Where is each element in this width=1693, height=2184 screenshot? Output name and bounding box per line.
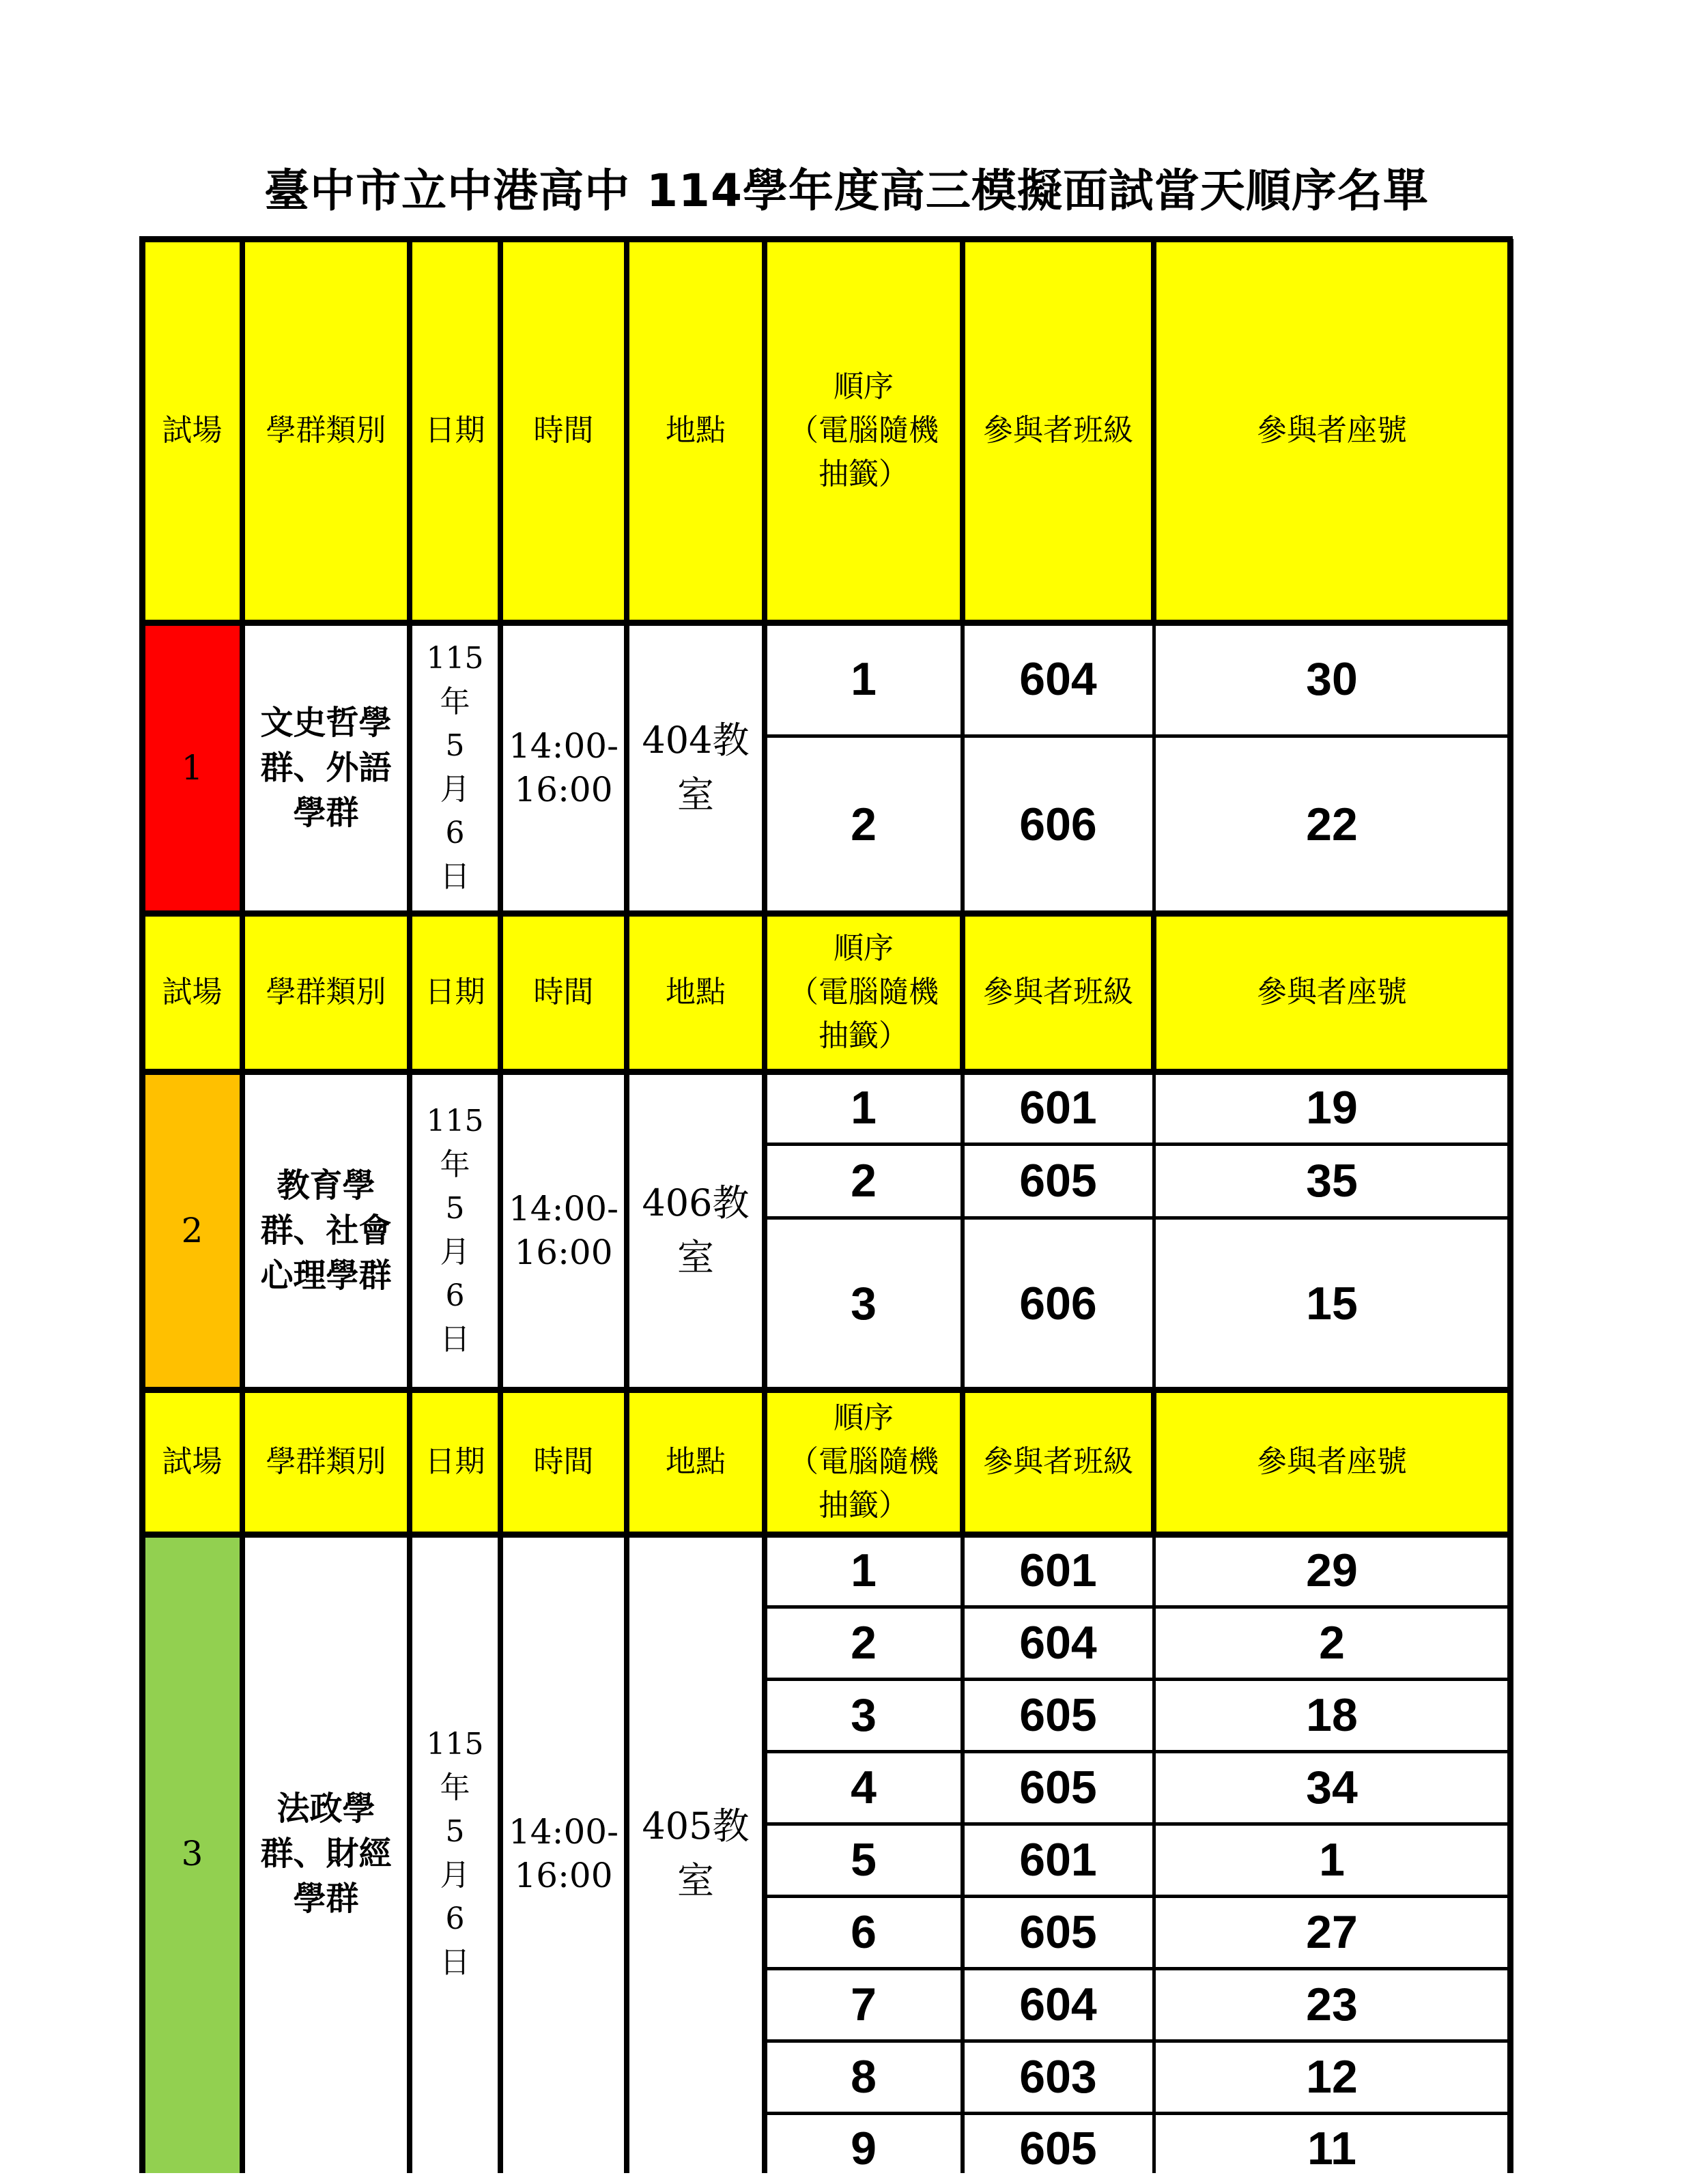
time-range: 14:00- <box>509 1812 618 1852</box>
class-number: 601 <box>1019 1834 1097 1886</box>
header-order <box>765 913 963 1072</box>
order-number: 2 <box>851 799 877 850</box>
header-date-label: 日期 <box>425 413 485 448</box>
table-rule <box>624 1072 629 1390</box>
header-order-label: （電腦隨機 <box>788 413 939 448</box>
seat-cell <box>1154 622 1510 736</box>
location-name: 406教 <box>642 1181 750 1224</box>
header-group-label: 學群類別 <box>266 413 386 448</box>
seat-cell <box>1154 2113 1510 2184</box>
date-part: 月 <box>440 1858 470 1893</box>
table-rule <box>765 1967 1510 1970</box>
header-date-label: 日期 <box>425 1444 485 1479</box>
location-name: 405教 <box>642 1805 750 1848</box>
location-cell <box>627 1072 765 1390</box>
table-rule <box>765 2112 1510 2115</box>
seat-cell <box>1154 1824 1510 1896</box>
header-room <box>142 1390 242 1534</box>
table-rule <box>407 1390 412 1534</box>
header-class <box>963 913 1154 1072</box>
date-part: 115 <box>426 641 484 676</box>
table-rule <box>1152 1534 1156 2173</box>
time-cell <box>500 1534 627 2173</box>
class-cell <box>963 1607 1154 1679</box>
group-name: 教育學 <box>276 1166 375 1205</box>
order-number: 1 <box>851 1544 877 1596</box>
order-number: 2 <box>851 1617 877 1669</box>
class-number: 605 <box>1019 1155 1097 1207</box>
order-number: 1 <box>851 653 877 705</box>
seat-cell <box>1154 1896 1510 1968</box>
header-time <box>500 239 627 622</box>
table-rule <box>762 1072 767 1390</box>
class-number: 605 <box>1019 2123 1097 2174</box>
order-number: 5 <box>851 1834 877 1886</box>
order-cell <box>765 736 963 913</box>
table-rule <box>139 239 145 2173</box>
order-number: 1 <box>851 1082 877 1134</box>
header-class-label: 參與者班級 <box>983 413 1133 448</box>
location-cell <box>627 622 765 913</box>
seat-number: 30 <box>1306 653 1358 705</box>
seat-cell <box>1154 736 1510 913</box>
class-number: 601 <box>1019 1082 1097 1134</box>
table-rule <box>765 1678 1510 1681</box>
header-order <box>765 1390 963 1534</box>
table-rule <box>498 1534 503 2173</box>
location-name: 室 <box>677 773 714 816</box>
header-order-label: （電腦隨機 <box>788 975 939 1009</box>
table-rule <box>762 1534 767 2173</box>
location-cell <box>627 1534 765 2173</box>
seat-number: 18 <box>1306 1689 1358 1741</box>
header-date <box>410 1390 500 1534</box>
header-room <box>142 913 242 1072</box>
document-title: 臺中市立中港高中 114學年度高三模擬面試當天順序名單 <box>264 164 1429 217</box>
class-number: 605 <box>1019 1906 1097 1958</box>
header-class <box>963 1390 1154 1534</box>
table-rule <box>139 1387 1513 1393</box>
class-number: 606 <box>1019 1278 1097 1330</box>
table-rule <box>139 236 1513 242</box>
header-class-label: 參與者班級 <box>983 975 1133 1009</box>
date-part: 年 <box>440 1770 470 1805</box>
room-number: 2 <box>181 1211 203 1250</box>
class-number: 604 <box>1019 1979 1097 2030</box>
table-rule <box>407 239 412 622</box>
order-cell <box>765 2041 963 2113</box>
order-cell <box>765 1751 963 1824</box>
header-seat <box>1154 1390 1510 1534</box>
order-cell <box>765 1144 963 1218</box>
header-date <box>410 239 500 622</box>
class-number: 601 <box>1019 1544 1097 1596</box>
time-range: 16:00 <box>514 1856 613 1895</box>
class-cell <box>963 1896 1154 1968</box>
date-part: 月 <box>440 1235 470 1269</box>
table-rule <box>1151 913 1156 1072</box>
date-part: 6 <box>445 816 465 850</box>
header-room <box>142 239 242 622</box>
header-room-label: 試場 <box>162 975 223 1009</box>
table-rule <box>498 622 503 913</box>
seat-number: 19 <box>1306 1082 1358 1134</box>
group-name: 群、財經 <box>260 1835 392 1873</box>
group-name: 學群 <box>293 794 359 832</box>
header-seat-label: 參與者座號 <box>1257 1444 1407 1479</box>
date-part: 6 <box>445 1278 465 1313</box>
table-rule <box>624 622 629 913</box>
order-cell <box>765 1072 963 1144</box>
time-range: 14:00- <box>509 1189 618 1228</box>
table-rule <box>240 913 245 1072</box>
header-time <box>500 913 627 1072</box>
table-rule <box>960 913 965 1072</box>
room-number: 3 <box>181 1834 203 1873</box>
order-cell <box>765 622 963 736</box>
header-time-label: 時間 <box>533 1444 594 1479</box>
header-group <box>242 913 410 1072</box>
time-range: 16:00 <box>514 1233 613 1272</box>
table-rule <box>139 1069 1513 1075</box>
room-number: 1 <box>181 748 203 788</box>
order-cell <box>765 1896 963 1968</box>
table-rule <box>1152 1072 1156 1390</box>
time-cell <box>500 622 627 913</box>
class-number: 605 <box>1019 1689 1097 1741</box>
date-part: 年 <box>440 1147 470 1182</box>
header-date <box>410 913 500 1072</box>
seat-number: 22 <box>1306 799 1358 850</box>
table-rule <box>407 1534 412 2173</box>
header-class <box>963 239 1154 622</box>
order-number: 6 <box>851 1906 877 1958</box>
header-group <box>242 1390 410 1534</box>
time-range: 14:00- <box>509 726 618 766</box>
date-cell <box>410 1534 500 2173</box>
table-rule <box>498 913 503 1072</box>
order-cell <box>765 1607 963 1679</box>
group-name: 學群 <box>293 1880 359 1918</box>
header-order <box>765 239 963 622</box>
class-number: 603 <box>1019 2051 1097 2103</box>
seat-cell <box>1154 2041 1510 2113</box>
room-number-cell <box>142 1072 242 1390</box>
class-cell <box>963 1824 1154 1896</box>
table-rule <box>240 239 245 622</box>
group-name: 心理學群 <box>260 1256 392 1295</box>
header-order-label: 抽籤） <box>819 1488 909 1523</box>
seat-number: 12 <box>1306 2051 1358 2103</box>
class-number: 606 <box>1019 799 1097 850</box>
table-rule <box>624 913 629 1072</box>
header-room-label: 試場 <box>162 413 223 448</box>
header-date-label: 日期 <box>425 975 485 1009</box>
seat-number: 11 <box>1307 2123 1356 2174</box>
table-rule <box>762 239 767 622</box>
table-rule <box>762 913 767 1072</box>
table-rule <box>961 1072 965 1390</box>
room-number-cell <box>142 622 242 913</box>
header-room-label: 試場 <box>162 1444 223 1479</box>
header-location-label: 地點 <box>666 1444 726 1479</box>
class-cell <box>963 1751 1154 1824</box>
seat-cell <box>1154 1534 1510 1607</box>
date-part: 日 <box>440 1322 470 1357</box>
location-name: 404教 <box>642 719 750 762</box>
header-time-label: 時間 <box>533 975 594 1009</box>
date-part: 日 <box>440 1945 470 1980</box>
group-cell <box>242 1534 410 2173</box>
date-part: 年 <box>440 685 470 719</box>
table-rule <box>407 622 412 913</box>
table-rule <box>960 239 965 622</box>
class-cell <box>963 2041 1154 2113</box>
group-name: 文史哲學 <box>260 704 392 742</box>
order-cell <box>765 1218 963 1390</box>
header-location-label: 地點 <box>666 975 726 1009</box>
date-part: 115 <box>426 1727 484 1762</box>
location-name: 室 <box>677 1236 714 1279</box>
class-cell <box>963 1218 1154 1390</box>
header-order-label: 順序 <box>834 369 894 404</box>
table-rule <box>765 1750 1510 1753</box>
header-location <box>627 1390 765 1534</box>
table-rule <box>407 913 412 1072</box>
date-part: 日 <box>440 859 470 894</box>
table-rule <box>765 1605 1510 1609</box>
location-name: 室 <box>677 1859 714 1902</box>
seat-cell <box>1154 1072 1510 1144</box>
seat-cell <box>1154 1144 1510 1218</box>
table-rule <box>139 910 1513 917</box>
date-cell <box>410 622 500 913</box>
seat-cell <box>1154 1218 1510 1390</box>
seat-number: 1 <box>1319 1834 1345 1886</box>
table-rule <box>762 1390 767 1534</box>
header-location-label: 地點 <box>666 413 726 448</box>
seat-cell <box>1154 1607 1510 1679</box>
table-rule <box>1151 1390 1156 1534</box>
seat-number: 2 <box>1319 1617 1345 1669</box>
group-name: 群、外語 <box>260 749 392 787</box>
order-number: 8 <box>851 2051 877 2103</box>
table-rule <box>624 1390 629 1534</box>
header-seat <box>1154 913 1510 1072</box>
seat-cell <box>1154 1968 1510 2041</box>
header-order-label: 順序 <box>834 1400 894 1435</box>
class-cell <box>963 1679 1154 1751</box>
header-group-label: 學群類別 <box>266 975 386 1009</box>
table-rule <box>139 1532 1513 1538</box>
order-cell <box>765 1968 963 2041</box>
seat-cell <box>1154 1751 1510 1824</box>
time-cell <box>500 1072 627 1390</box>
table-rule <box>960 1390 965 1534</box>
table-rule <box>1152 622 1156 913</box>
class-cell <box>963 2113 1154 2184</box>
date-part: 115 <box>426 1104 484 1138</box>
table-rule <box>139 620 1513 626</box>
table-rule <box>762 622 767 913</box>
order-number: 3 <box>851 1689 877 1741</box>
header-location <box>627 913 765 1072</box>
header-location <box>627 239 765 622</box>
table-rule <box>624 1534 629 2173</box>
header-seat-label: 參與者座號 <box>1257 413 1407 448</box>
date-part: 5 <box>445 728 465 763</box>
group-name: 群、社會 <box>260 1211 392 1250</box>
table-rule <box>240 1390 245 1534</box>
table-rule <box>765 1822 1510 1826</box>
class-cell <box>963 1534 1154 1607</box>
header-order-label: 抽籤） <box>819 457 909 491</box>
seat-number: 35 <box>1306 1155 1358 1207</box>
class-cell <box>963 1072 1154 1144</box>
seat-number: 23 <box>1306 1979 1358 2030</box>
date-part: 月 <box>440 772 470 807</box>
group-cell <box>242 1072 410 1390</box>
header-order-label: 順序 <box>834 931 894 966</box>
seat-number: 15 <box>1306 1278 1358 1330</box>
order-number: 2 <box>851 1155 877 1207</box>
table-rule <box>1151 239 1156 622</box>
class-cell <box>963 1968 1154 2041</box>
date-part: 5 <box>445 1814 465 1849</box>
order-number: 4 <box>851 1762 877 1813</box>
header-class-label: 參與者班級 <box>983 1444 1133 1479</box>
seat-number: 27 <box>1306 1906 1358 1958</box>
group-cell <box>242 622 410 913</box>
table-rule <box>407 1072 412 1390</box>
order-number: 3 <box>851 1278 877 1330</box>
time-range: 16:00 <box>514 770 613 809</box>
table-rule <box>765 2039 1510 2043</box>
order-number: 7 <box>851 1979 877 2030</box>
table-rule <box>1507 239 1513 2173</box>
order-cell <box>765 1679 963 1751</box>
header-seat-label: 參與者座號 <box>1257 975 1407 1009</box>
class-cell <box>963 736 1154 913</box>
header-group-label: 學群類別 <box>266 1444 386 1479</box>
group-name: 法政學 <box>276 1790 375 1828</box>
table-rule <box>961 1534 965 2173</box>
order-cell <box>765 2113 963 2184</box>
header-order-label: （電腦隨機 <box>788 1444 939 1479</box>
date-part: 6 <box>445 1901 465 1936</box>
order-number: 9 <box>851 2123 877 2174</box>
table-rule <box>765 1216 1510 1220</box>
date-part: 5 <box>445 1191 465 1226</box>
class-number: 604 <box>1019 653 1097 705</box>
table-rule <box>498 1390 503 1534</box>
header-seat <box>1154 239 1510 622</box>
class-number: 605 <box>1019 1762 1097 1813</box>
room-number-cell <box>142 1534 242 2173</box>
class-number: 604 <box>1019 1617 1097 1669</box>
table-rule <box>498 239 503 622</box>
header-group <box>242 239 410 622</box>
table-rule <box>240 1534 245 2173</box>
table-rule <box>765 1895 1510 1898</box>
table-rule <box>765 734 1510 738</box>
class-cell <box>963 1144 1154 1218</box>
seat-cell <box>1154 1679 1510 1751</box>
table-rule <box>498 1072 503 1390</box>
table-rule <box>240 1072 245 1390</box>
header-time-label: 時間 <box>533 413 594 448</box>
order-cell <box>765 1824 963 1896</box>
table-rule <box>624 239 629 622</box>
table-rule <box>240 622 245 913</box>
header-order-label: 抽籤） <box>819 1018 909 1053</box>
table-rule <box>961 622 965 913</box>
seat-number: 29 <box>1306 1544 1358 1596</box>
order-cell <box>765 1534 963 1607</box>
header-time <box>500 1390 627 1534</box>
date-cell <box>410 1072 500 1390</box>
table-rule <box>765 1143 1510 1146</box>
seat-number: 34 <box>1306 1762 1358 1813</box>
class-cell <box>963 622 1154 736</box>
